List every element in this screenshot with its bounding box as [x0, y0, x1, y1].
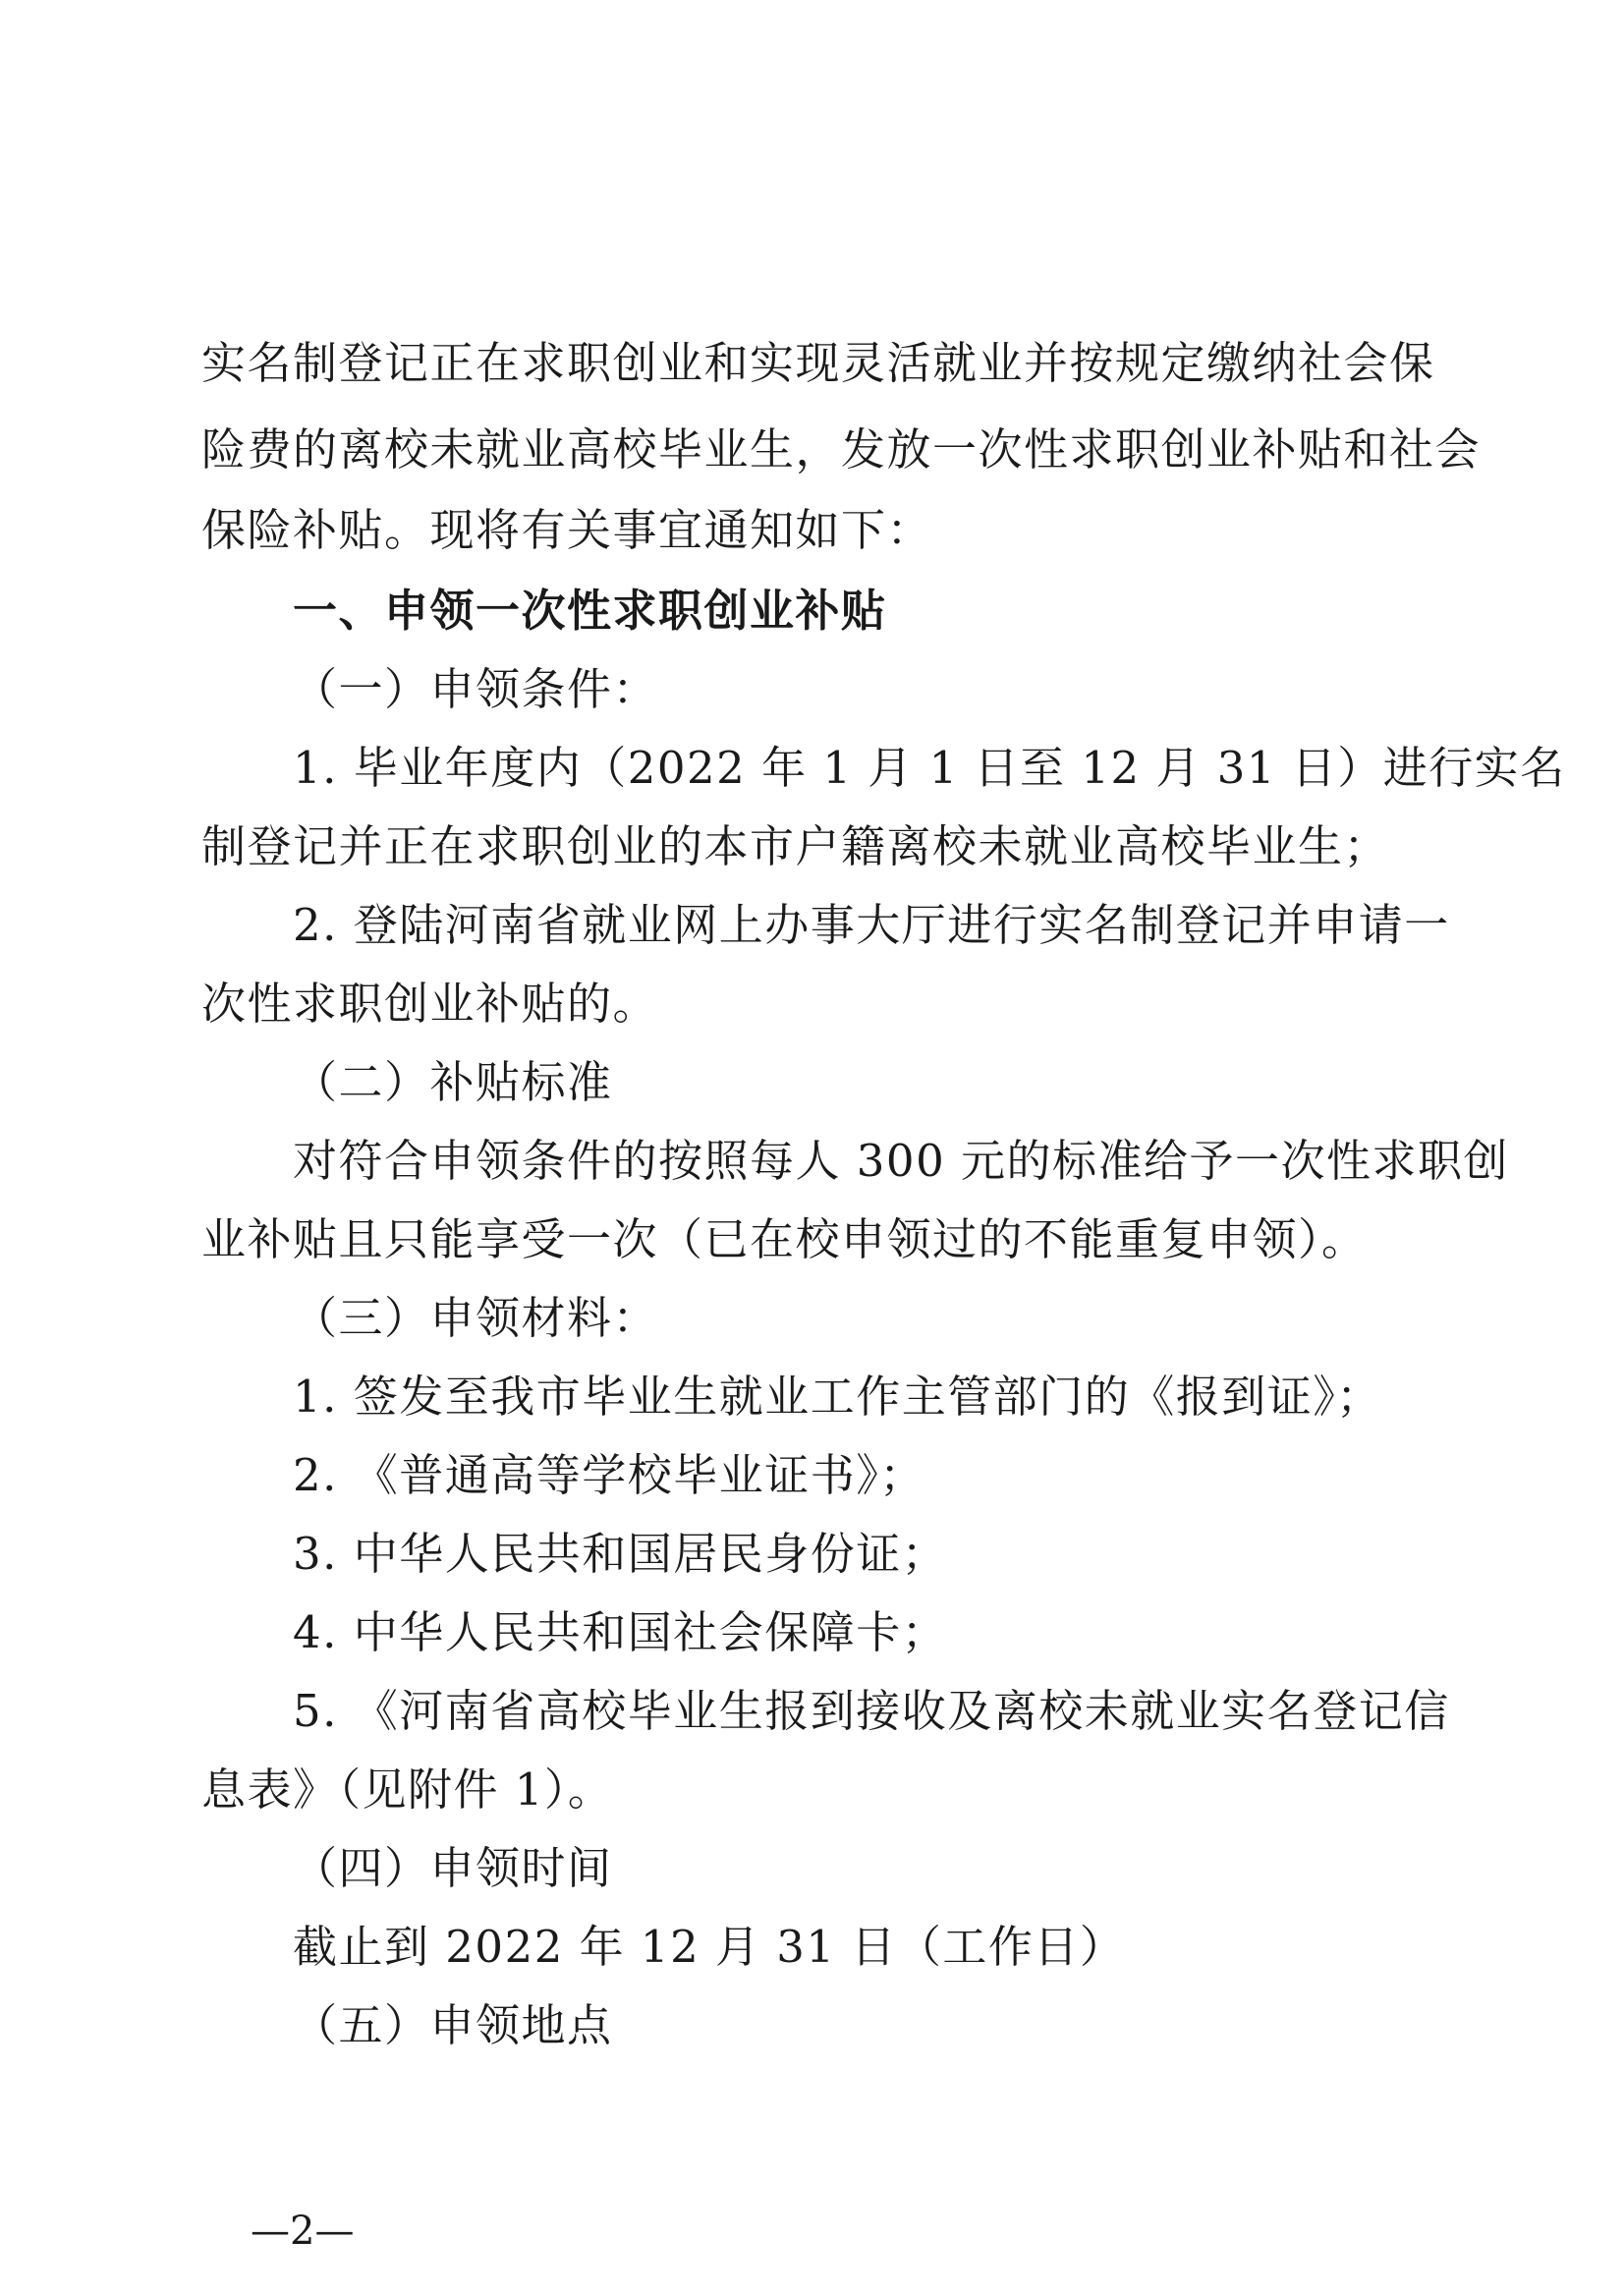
section-heading: 一、申领一次性求职创业补贴	[293, 585, 887, 637]
subsection-heading: （三）申领材料：	[293, 1292, 659, 1344]
body-text-line: 实名制登记正在求职创业和实现灵活就业并按规定缴纳社会保	[201, 337, 1435, 389]
body-text-line: 次性求职创业补贴的。	[201, 978, 659, 1030]
body-text-line: 息表》（见附件 1）。	[201, 1763, 614, 1816]
subsection-heading: （四）申领时间	[293, 1842, 613, 1894]
list-item: 2. 登陆河南省就业网上办事大厅进行实名制登记并申请一	[293, 899, 1450, 951]
subsection-heading: （一）申领条件：	[293, 663, 659, 715]
page-number: —2—	[251, 2209, 355, 2254]
body-text-line: 业补贴且只能享受一次（已在校申领过的不能重复申领）。	[201, 1213, 1368, 1265]
body-text-line: 截止到 2022 年 12 月 31 日（工作日）	[293, 1921, 1126, 1973]
body-text-line: 对符合申领条件的按照每人 300 元的标准给予一次性求职创	[293, 1135, 1510, 1187]
subsection-heading: （五）申领地点	[293, 1999, 613, 2051]
body-text-line: 制登记并正在求职创业的本市户籍离校未就业高校毕业生；	[201, 820, 1390, 872]
list-item: 4. 中华人民共和国社会保障卡；	[293, 1606, 948, 1658]
list-item: 1. 毕业年度内（2022 年 1 月 1 日至 12 月 31 日）进行实名	[293, 742, 1566, 794]
list-item: 2. 《普通高等学校毕业证书》；	[293, 1449, 925, 1501]
body-text-line: 险费的离校未就业高校毕业生，发放一次性求职创业补贴和社会	[201, 423, 1482, 476]
list-item: 5. 《河南省高校毕业生报到接收及离校未就业实名登记信	[293, 1685, 1450, 1737]
list-item: 1. 签发至我市毕业生就业工作主管部门的《报到证》；	[293, 1371, 1382, 1423]
subsection-heading: （二）补贴标准	[293, 1056, 613, 1108]
list-item: 3. 中华人民共和国居民身份证；	[293, 1528, 948, 1580]
body-text-line: 保险补贴。现将有关事宜通知如下：	[201, 504, 933, 556]
